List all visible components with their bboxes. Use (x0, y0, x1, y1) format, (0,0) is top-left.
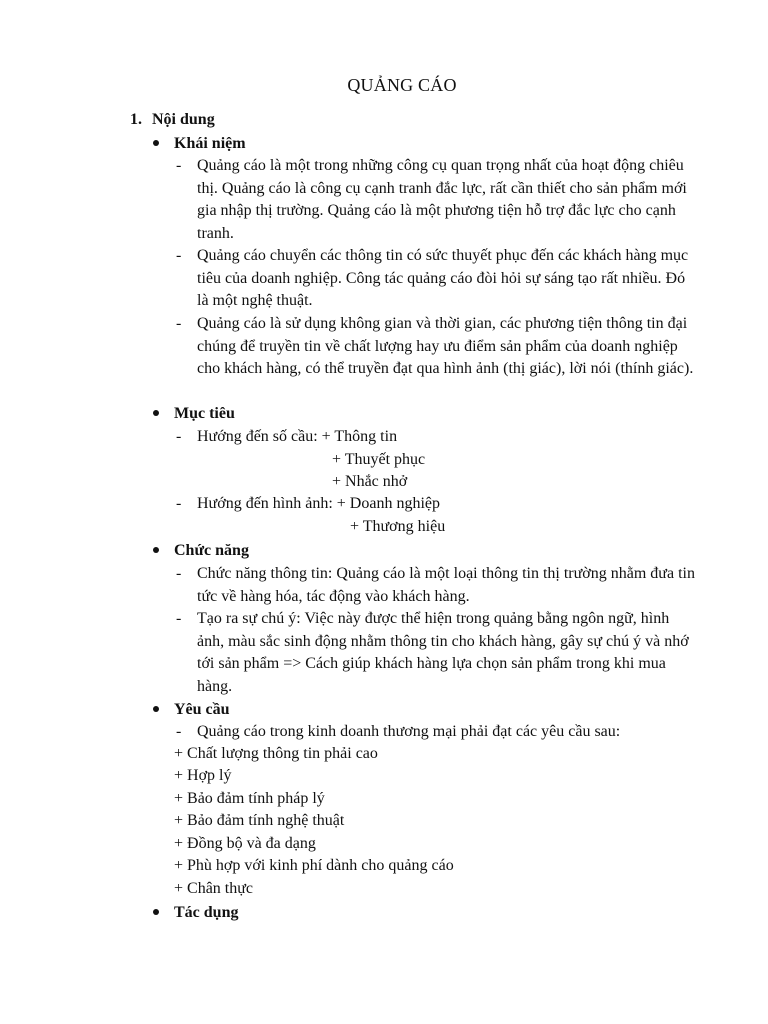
section-number: 1. (130, 111, 142, 128)
yeu-cau-intro-text: Quảng cáo trong kinh doanh thương mại phải đạt các yêu cầu sau: (197, 723, 621, 740)
bullet-dot-icon (153, 909, 159, 915)
yeu-cau-intro (176, 721, 696, 744)
yeu-cau-item: + Hợp lý (174, 767, 232, 784)
page-title: QUẢNG CÁO (347, 75, 457, 95)
dash-marker: - (176, 247, 182, 264)
yeu-cau-item: + Đồng bộ và đa dạng (174, 835, 316, 852)
khai-niem-item-text: Quảng cáo chuyển các thông tin có sức thuyết phục đến các khách hàng mục tiêu của doanh nghiệp. Công tác quảng cáo đòi hỏi sự sáng tạo rất nhiều. Đó là một nghệ thuật. (197, 247, 689, 309)
yeu-cau-item: + Chất lượng thông tin phải cao (174, 745, 378, 762)
bullet-dot-icon (153, 706, 159, 712)
bullet-heading-khai-niem: Khái niệm (174, 135, 246, 152)
dash-marker: - (176, 495, 182, 512)
section-heading-text: Nội dung (152, 111, 215, 128)
dash-marker: - (176, 428, 182, 445)
khai-niem-item-1 (176, 155, 696, 245)
khai-niem-item-3 (176, 313, 696, 381)
chuc-nang-item-1 (176, 563, 696, 608)
section-heading (130, 111, 215, 129)
bullet-tac-dung (153, 902, 238, 924)
bullet-chuc-nang (153, 540, 249, 562)
muc-tieu-so-cau-text: Hướng đến số cầu: + Thông tin (197, 428, 398, 445)
dash-marker: - (176, 565, 182, 582)
bullet-heading-muc-tieu: Mục tiêu (174, 405, 235, 422)
muc-tieu-hinh-anh-sub-1: + Thương hiệu (350, 518, 446, 535)
bullet-heading-yeu-cau: Yêu cầu (174, 701, 230, 718)
muc-tieu-hinh-anh (176, 493, 696, 516)
dash-marker: - (176, 315, 182, 332)
yeu-cau-item: + Chân thực (174, 880, 254, 897)
yeu-cau-item: + Phù hợp với kinh phí dành cho quảng cáo (174, 857, 454, 874)
dash-marker: - (176, 723, 182, 740)
yeu-cau-item: + Bảo đảm tính pháp lý (174, 790, 325, 807)
chuc-nang-item-2 (176, 608, 696, 698)
dash-marker: - (176, 610, 182, 627)
bullet-yeu-cau (153, 699, 230, 721)
yeu-cau-item: + Bảo đảm tính nghệ thuật (174, 812, 345, 829)
khai-niem-item-2 (176, 245, 696, 313)
chuc-nang-item-text: Tạo ra sự chú ý: Việc này được thể hiện trong quảng bằng ngôn ngữ, hình ảnh, màu sắc sinh động nhằm thông tin cho khách hàng, gây sự chú ý và nhớ tới sản phẩm => Cách giúp khách hàng lựa chọn sản phẩm trong khi mua hàng. (197, 610, 689, 695)
bullet-heading-tac-dung: Tác dụng (174, 904, 239, 921)
muc-tieu-so-cau (176, 426, 696, 449)
bullet-muc-tieu (153, 403, 235, 425)
muc-tieu-so-cau-sub-1: + Thuyết phục (332, 451, 426, 468)
muc-tieu-so-cau-sub-2: + Nhắc nhở (332, 473, 408, 490)
bullet-khai-niem (153, 133, 246, 155)
bullet-dot-icon (153, 140, 159, 146)
bullet-dot-icon (153, 547, 159, 553)
dash-marker: - (176, 157, 182, 174)
bullet-dot-icon (153, 410, 159, 416)
khai-niem-item-text: Quảng cáo là một trong những công cụ quan trọng nhất của hoạt động chiêu thị. Quảng cáo là công cụ cạnh tranh đắc lực, rất cần thiết cho sản phẩm mới gia nhập thị trường. Quảng cáo là một phương tiện hỗ trợ đắc lực cho cạnh tranh. (197, 157, 687, 242)
bullet-heading-chuc-nang: Chức năng (174, 542, 249, 559)
muc-tieu-hinh-anh-text: Hướng đến hình ảnh: + Doanh nghiệp (197, 495, 441, 512)
chuc-nang-item-text: Chức năng thông tin: Quảng cáo là một loại thông tin thị trường nhằm đưa tin tức về hàng hóa, tác động vào khách hàng. (197, 565, 695, 605)
khai-niem-item-text: Quảng cáo là sử dụng không gian và thời gian, các phương tiện thông tin đại chúng để truyền tin về chất lượng hay ưu điểm sản phẩm của doanh nghiệp cho khách hàng, có thể truyền đạt qua hình ảnh (thị giác), lời nói (thính giác). (197, 315, 694, 377)
